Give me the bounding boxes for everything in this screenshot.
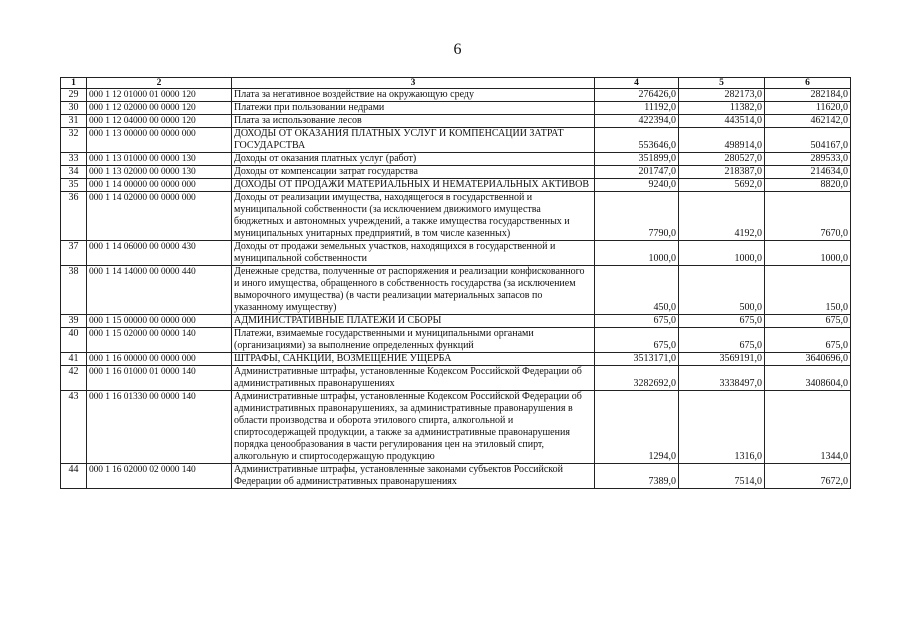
amount-year-3-cell: 8820,0 [765,179,851,192]
amount-year-2-cell: 498914,0 [679,128,765,153]
revenue-name-cell: Доходы от продажи земельных участков, находящихся в государственной и муниципальной собственности [232,241,595,266]
budget-code-cell: 000 1 14 06000 00 0000 430 [87,241,232,266]
revenue-name-cell: Плата за использование лесов [232,115,595,128]
budget-code-cell: 000 1 12 04000 00 0000 120 [87,115,232,128]
revenue-name-cell: Доходы от реализации имущества, находящегося в государственной и муниципальной собственности (за исключением движимого имущества бюджетных и автономных учреждений, а также имущества государственных и муниципальных унитарных предприятий, в том числе казенных) [232,192,595,241]
amount-year-3-cell: 7672,0 [765,464,851,489]
amount-year-1-cell: 276426,0 [595,89,679,102]
amount-year-2-cell: 443514,0 [679,115,765,128]
budget-code-cell: 000 1 13 01000 00 0000 130 [87,153,232,166]
amount-year-2-cell: 1000,0 [679,241,765,266]
amount-year-2-cell: 500,0 [679,266,765,315]
amount-year-1-cell: 9240,0 [595,179,679,192]
column-header: 4 [595,78,679,89]
amount-year-2-cell: 5692,0 [679,179,765,192]
row-number-cell: 34 [61,166,87,179]
table-row [61,179,851,192]
budget-code-cell: 000 1 16 00000 00 0000 000 [87,353,232,366]
amount-year-1-cell: 675,0 [595,328,679,353]
row-number-cell: 36 [61,192,87,241]
revenue-name-cell: Доходы от оказания платных услуг (работ) [232,153,595,166]
revenue-name-cell: Платежи, взимаемые государственными и муниципальными органами (организациями) за выполнение определенных функций [232,328,595,353]
row-number-cell: 37 [61,241,87,266]
amount-year-1-cell: 553646,0 [595,128,679,153]
amount-year-3-cell: 675,0 [765,328,851,353]
table-row [61,315,851,328]
amount-year-1-cell: 351899,0 [595,153,679,166]
revenue-name-cell: Денежные средства, полученные от распоряжения и реализации конфискованного и иного имущества, обращенного в собственность государства (за исключением выморочного имущества) (в части реализации материальных запасов по указанному имуществу) [232,266,595,315]
row-number-cell: 42 [61,366,87,391]
row-number-cell: 40 [61,328,87,353]
page-number: 6 [453,41,462,58]
amount-year-1-cell: 675,0 [595,315,679,328]
column-header: 3 [232,78,595,89]
row-number-cell: 39 [61,315,87,328]
amount-year-3-cell: 1000,0 [765,241,851,266]
row-number-cell: 35 [61,179,87,192]
amount-year-3-cell: 3640696,0 [765,353,851,366]
table-row [61,391,851,464]
amount-year-1-cell: 3513171,0 [595,353,679,366]
row-number-cell: 41 [61,353,87,366]
table-row [61,128,851,153]
column-header: 6 [765,78,851,89]
budget-code-cell: 000 1 14 14000 00 0000 440 [87,266,232,315]
budget-code-cell: 000 1 12 02000 00 0000 120 [87,102,232,115]
amount-year-3-cell: 1344,0 [765,391,851,464]
table-header-row [61,78,851,89]
table-row [61,241,851,266]
table-row [61,102,851,115]
amount-year-2-cell: 3338497,0 [679,366,765,391]
amount-year-3-cell: 675,0 [765,315,851,328]
amount-year-3-cell: 214634,0 [765,166,851,179]
amount-year-2-cell: 280527,0 [679,153,765,166]
revenue-name-cell: ДОХОДЫ ОТ ПРОДАЖИ МАТЕРИАЛЬНЫХ И НЕМАТЕРИАЛЬНЫХ АКТИВОВ [232,179,595,192]
table-row [61,115,851,128]
column-header: 1 [61,78,87,89]
amount-year-3-cell: 150,0 [765,266,851,315]
amount-year-2-cell: 7514,0 [679,464,765,489]
budget-code-cell: 000 1 14 00000 00 0000 000 [87,179,232,192]
revenue-name-cell: ШТРАФЫ, САНКЦИИ, ВОЗМЕЩЕНИЕ УЩЕРБА [232,353,595,366]
column-header: 5 [679,78,765,89]
amount-year-1-cell: 7790,0 [595,192,679,241]
table-row [61,353,851,366]
revenue-name-cell: АДМИНИСТРАТИВНЫЕ ПЛАТЕЖИ И СБОРЫ [232,315,595,328]
row-number-cell: 31 [61,115,87,128]
row-number-cell: 33 [61,153,87,166]
amount-year-1-cell: 3282692,0 [595,366,679,391]
revenue-name-cell: ДОХОДЫ ОТ ОКАЗАНИЯ ПЛАТНЫХ УСЛУГ И КОМПЕНСАЦИИ ЗАТРАТ ГОСУДАРСТВА [232,128,595,153]
amount-year-1-cell: 201747,0 [595,166,679,179]
budget-code-cell: 000 1 13 02000 00 0000 130 [87,166,232,179]
budget-code-cell: 000 1 16 02000 02 0000 140 [87,464,232,489]
table-row [61,366,851,391]
row-number-cell: 30 [61,102,87,115]
table-row [61,192,851,241]
amount-year-1-cell: 1000,0 [595,241,679,266]
budget-code-cell: 000 1 12 01000 01 0000 120 [87,89,232,102]
amount-year-1-cell: 422394,0 [595,115,679,128]
table-row [61,464,851,489]
amount-year-1-cell: 450,0 [595,266,679,315]
amount-year-2-cell: 1316,0 [679,391,765,464]
amount-year-3-cell: 282184,0 [765,89,851,102]
row-number-cell: 38 [61,266,87,315]
table-row [61,153,851,166]
amount-year-2-cell: 675,0 [679,315,765,328]
revenue-name-cell: Административные штрафы, установленные Кодексом Российской Федерации об административных правонарушениях, за административные правонарушения в области производства и оборота этилового спирта, алкогольной и спиртосодержащей продукции, а также за административные правонарушения порядка ценообразования в части регулирования цен на этиловый спирт, алкогольную и спиртосодержащую продукцию [232,391,595,464]
amount-year-2-cell: 4192,0 [679,192,765,241]
amount-year-2-cell: 3569191,0 [679,353,765,366]
amount-year-1-cell: 7389,0 [595,464,679,489]
revenue-name-cell: Административные штрафы, установленные законами субъектов Российской Федерации об административных правонарушениях [232,464,595,489]
amount-year-3-cell: 289533,0 [765,153,851,166]
table-row [61,166,851,179]
budget-code-cell: 000 1 16 01330 00 0000 140 [87,391,232,464]
revenue-name-cell: Платежи при пользовании недрами [232,102,595,115]
column-header: 2 [87,78,232,89]
revenue-name-cell: Доходы от компенсации затрат государства [232,166,595,179]
revenue-name-cell: Административные штрафы, установленные Кодексом Российской Федерации об административных правонарушениях [232,366,595,391]
table-row [61,89,851,102]
table-row [61,328,851,353]
revenue-name-cell: Плата за негативное воздействие на окружающую среду [232,89,595,102]
amount-year-1-cell: 1294,0 [595,391,679,464]
budget-code-cell: 000 1 14 02000 00 0000 000 [87,192,232,241]
amount-year-2-cell: 11382,0 [679,102,765,115]
amount-year-2-cell: 218387,0 [679,166,765,179]
amount-year-2-cell: 282173,0 [679,89,765,102]
table-row [61,266,851,315]
budget-code-cell: 000 1 15 00000 00 0000 000 [87,315,232,328]
amount-year-1-cell: 11192,0 [595,102,679,115]
budget-code-cell: 000 1 15 02000 00 0000 140 [87,328,232,353]
amount-year-3-cell: 462142,0 [765,115,851,128]
row-number-cell: 29 [61,89,87,102]
row-number-cell: 32 [61,128,87,153]
row-number-cell: 44 [61,464,87,489]
revenue-table [60,77,851,489]
budget-code-cell: 000 1 16 01000 01 0000 140 [87,366,232,391]
budget-code-cell: 000 1 13 00000 00 0000 000 [87,128,232,153]
amount-year-3-cell: 11620,0 [765,102,851,115]
amount-year-3-cell: 7670,0 [765,192,851,241]
amount-year-3-cell: 504167,0 [765,128,851,153]
row-number-cell: 43 [61,391,87,464]
amount-year-2-cell: 675,0 [679,328,765,353]
amount-year-3-cell: 3408604,0 [765,366,851,391]
